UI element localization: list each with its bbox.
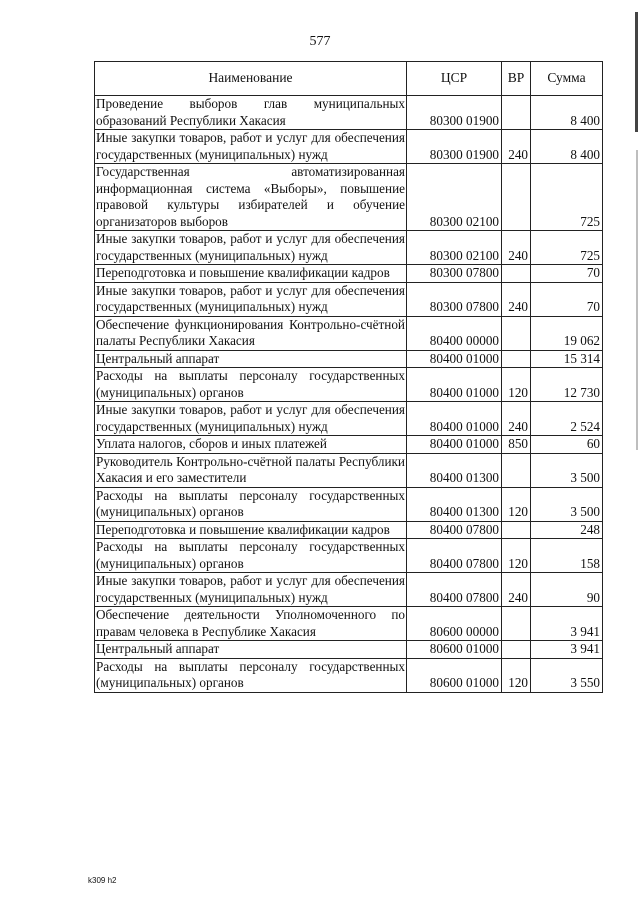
cell-csr: 80400 01300 — [407, 453, 502, 487]
cell-sum: 15 314 — [531, 350, 603, 368]
table-row — [95, 453, 603, 487]
cell-sum: 3 941 — [531, 641, 603, 659]
cell-sum: 3 941 — [531, 607, 603, 641]
table-row — [95, 402, 603, 436]
table-row — [95, 368, 603, 402]
cell-vr — [502, 316, 531, 350]
cell-name: Центральный аппарат — [95, 641, 407, 659]
cell-sum: 70 — [531, 282, 603, 316]
cell-csr: 80600 00000 — [407, 607, 502, 641]
cell-csr: 80300 01900 — [407, 130, 502, 164]
table-row — [95, 487, 603, 521]
cell-csr: 80400 01000 — [407, 436, 502, 454]
cell-vr: 240 — [502, 231, 531, 265]
cell-vr — [502, 265, 531, 283]
cell-csr: 80300 02100 — [407, 231, 502, 265]
table-header-row — [95, 62, 603, 96]
cell-name: Иные закупки товаров, работ и услуг для обеспечения государственных (муниципальных) нужд — [96, 402, 405, 434]
table-row — [95, 350, 603, 368]
budget-table — [94, 61, 603, 693]
cell-name: Переподготовка и повышение квалификации кадров — [95, 265, 407, 283]
cell-name: Государственная автоматизированная информационная система «Выборы», повышение правовой культуры избирателей и обучение организаторов выборов — [96, 164, 405, 229]
footer-code: k309 h2 — [88, 876, 117, 885]
cell-vr — [502, 350, 531, 368]
header-name: Наименование — [95, 62, 407, 96]
cell-csr: 80400 00000 — [407, 316, 502, 350]
cell-sum: 8 400 — [531, 96, 603, 130]
cell-vr — [502, 521, 531, 539]
cell-csr: 80400 01300 — [407, 487, 502, 521]
header-vr: ВР — [502, 62, 531, 96]
cell-csr: 80400 07800 — [407, 539, 502, 573]
cell-sum: 158 — [531, 539, 603, 573]
cell-name: Руководитель Контрольно-счётной палаты Республики Хакасия и его заместители — [96, 453, 405, 485]
cell-csr: 80300 07800 — [407, 282, 502, 316]
cell-csr: 80400 07800 — [407, 521, 502, 539]
margin-mark — [635, 12, 638, 132]
cell-name: Обеспечение деятельности Уполномоченного по правам человека в Республике Хакасия — [96, 607, 405, 639]
table-body — [95, 96, 603, 693]
table-row — [95, 130, 603, 164]
cell-csr: 80400 01000 — [407, 368, 502, 402]
table-row — [95, 641, 603, 659]
cell-vr: 240 — [502, 130, 531, 164]
cell-csr: 80400 01000 — [407, 350, 502, 368]
cell-sum: 3 500 — [531, 487, 603, 521]
cell-csr: 80300 07800 — [407, 265, 502, 283]
page-number: 577 — [309, 34, 331, 49]
cell-sum: 19 062 — [531, 316, 603, 350]
cell-csr: 80400 01000 — [407, 402, 502, 436]
cell-vr: 120 — [502, 658, 531, 692]
cell-vr: 120 — [502, 487, 531, 521]
cell-vr — [502, 453, 531, 487]
cell-sum: 725 — [531, 164, 603, 231]
cell-name: Расходы на выплаты персоналу государственных (муниципальных) органов — [96, 539, 405, 571]
table-row — [95, 96, 603, 130]
cell-sum: 90 — [531, 573, 603, 607]
table-row — [95, 231, 603, 265]
header-csr: ЦСР — [407, 62, 502, 96]
cell-name: Иные закупки товаров, работ и услуг для обеспечения государственных (муниципальных) нужд — [96, 573, 405, 605]
cell-csr: 80300 01900 — [407, 96, 502, 130]
cell-sum: 725 — [531, 231, 603, 265]
cell-csr: 80600 01000 — [407, 641, 502, 659]
cell-vr — [502, 607, 531, 641]
table-row — [95, 607, 603, 641]
cell-sum: 12 730 — [531, 368, 603, 402]
cell-vr — [502, 96, 531, 130]
cell-sum: 70 — [531, 265, 603, 283]
table-row — [95, 265, 603, 283]
table-row — [95, 573, 603, 607]
table-row — [95, 658, 603, 692]
cell-sum: 2 524 — [531, 402, 603, 436]
cell-vr — [502, 164, 531, 231]
cell-vr: 240 — [502, 402, 531, 436]
cell-name: Проведение выборов глав муниципальных образований Республики Хакасия — [96, 96, 405, 128]
table-row — [95, 164, 603, 231]
table-row — [95, 282, 603, 316]
table-row — [95, 436, 603, 454]
cell-name: Расходы на выплаты персоналу государственных (муниципальных) органов — [96, 368, 405, 400]
table-row — [95, 539, 603, 573]
cell-name: Уплата налогов, сборов и иных платежей — [95, 436, 407, 454]
cell-vr: 240 — [502, 282, 531, 316]
cell-sum: 60 — [531, 436, 603, 454]
cell-sum: 3 500 — [531, 453, 603, 487]
cell-vr: 850 — [502, 436, 531, 454]
cell-name: Переподготовка и повышение квалификации кадров — [95, 521, 407, 539]
cell-vr: 120 — [502, 368, 531, 402]
cell-name: Расходы на выплаты персоналу государственных (муниципальных) органов — [96, 487, 405, 519]
cell-sum: 248 — [531, 521, 603, 539]
cell-name: Расходы на выплаты персоналу государственных (муниципальных) органов — [96, 658, 405, 690]
cell-vr: 240 — [502, 573, 531, 607]
cell-sum: 8 400 — [531, 130, 603, 164]
table-row — [95, 316, 603, 350]
cell-name: Центральный аппарат — [95, 350, 407, 368]
cell-vr: 120 — [502, 539, 531, 573]
cell-name: Иные закупки товаров, работ и услуг для обеспечения государственных (муниципальных) нужд — [96, 231, 405, 263]
table-row — [95, 521, 603, 539]
cell-name: Иные закупки товаров, работ и услуг для обеспечения государственных (муниципальных) нужд — [96, 130, 405, 162]
cell-name: Обеспечение функционирования Контрольно-счётной палаты Республики Хакасия — [96, 316, 405, 348]
cell-vr — [502, 641, 531, 659]
cell-csr: 80600 01000 — [407, 658, 502, 692]
cell-csr: 80300 02100 — [407, 164, 502, 231]
margin-mark — [636, 150, 638, 450]
cell-name: Иные закупки товаров, работ и услуг для обеспечения государственных (муниципальных) нужд — [96, 282, 405, 314]
cell-sum: 3 550 — [531, 658, 603, 692]
cell-csr: 80400 07800 — [407, 573, 502, 607]
header-sum: Сумма — [531, 62, 603, 96]
